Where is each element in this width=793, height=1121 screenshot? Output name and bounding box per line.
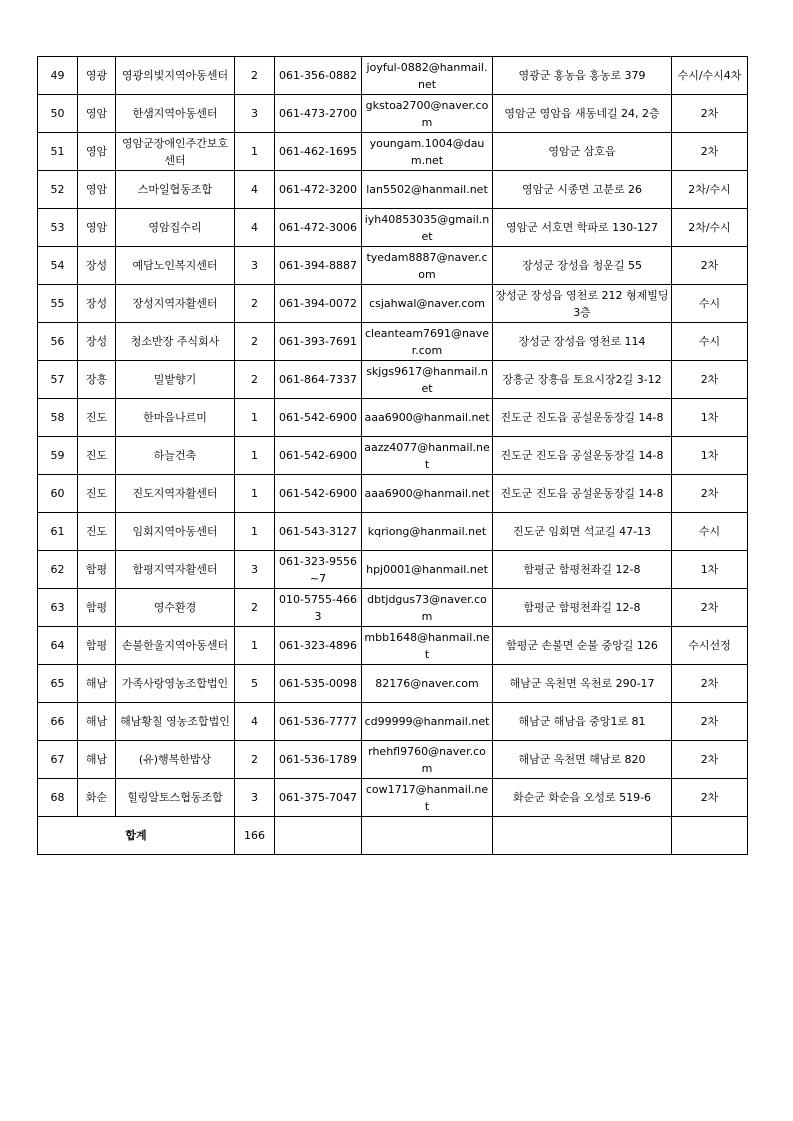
row-number: 63 [38, 589, 78, 627]
count-cell: 1 [235, 437, 275, 475]
region-cell: 장성 [78, 323, 116, 361]
region-cell: 영암 [78, 171, 116, 209]
total-row [38, 817, 748, 855]
count-cell: 4 [235, 209, 275, 247]
note-cell: 2차/수시 [672, 171, 748, 209]
phone-cell: 061-356-0882 [275, 57, 362, 95]
count-cell: 5 [235, 665, 275, 703]
row-number: 49 [38, 57, 78, 95]
phone-cell: 061-542-6900 [275, 437, 362, 475]
organization-name: 예담노인복지센터 [116, 247, 235, 285]
empty-cell [672, 817, 748, 855]
phone-cell: 061-864-7337 [275, 361, 362, 399]
address-cell: 영암군 시종면 고분로 26 [493, 171, 672, 209]
region-cell: 영암 [78, 133, 116, 171]
address-cell: 장성군 장성읍 영천로 114 [493, 323, 672, 361]
organization-name: 손불한울지역아동센터 [116, 627, 235, 665]
email-cell: youngam.1004@daum.net [362, 133, 493, 171]
email-cell: hpj0001@hanmail.net [362, 551, 493, 589]
organization-name: 하늘건축 [116, 437, 235, 475]
organization-name: (유)행복한밥상 [116, 741, 235, 779]
row-number: 56 [38, 323, 78, 361]
row-number: 50 [38, 95, 78, 133]
phone-cell: 061-462-1695 [275, 133, 362, 171]
phone-cell: 061-375-7047 [275, 779, 362, 817]
total-label: 합계 [38, 817, 235, 855]
table-row [38, 247, 748, 285]
region-cell: 장성 [78, 285, 116, 323]
address-cell: 화순군 화순읍 오성로 519-6 [493, 779, 672, 817]
row-number: 65 [38, 665, 78, 703]
region-cell: 영암 [78, 95, 116, 133]
row-number: 55 [38, 285, 78, 323]
count-cell: 4 [235, 171, 275, 209]
region-cell: 장흥 [78, 361, 116, 399]
table-row [38, 703, 748, 741]
address-cell: 함평군 손불면 순불 중앙길 126 [493, 627, 672, 665]
note-cell: 2차/수시 [672, 209, 748, 247]
address-cell: 영암군 삼호읍 [493, 133, 672, 171]
organization-name: 한마음나르미 [116, 399, 235, 437]
count-cell: 2 [235, 589, 275, 627]
email-cell: cleanteam7691@naver.com [362, 323, 493, 361]
note-cell: 2차 [672, 361, 748, 399]
count-cell: 1 [235, 399, 275, 437]
table-row [38, 361, 748, 399]
email-cell: iyh40853035@gmail.net [362, 209, 493, 247]
note-cell: 2차 [672, 779, 748, 817]
address-cell: 해남군 옥천면 옥천로 290-17 [493, 665, 672, 703]
count-cell: 3 [235, 779, 275, 817]
count-cell: 2 [235, 323, 275, 361]
email-cell: skjgs9617@hanmail.net [362, 361, 493, 399]
phone-cell: 061-542-6900 [275, 475, 362, 513]
address-cell: 영암군 영암읍 새동네길 24, 2층 [493, 95, 672, 133]
note-cell: 2차 [672, 665, 748, 703]
table-row [38, 285, 748, 323]
note-cell: 수시선정 [672, 627, 748, 665]
region-cell: 진도 [78, 513, 116, 551]
organization-name: 장성지역자활센터 [116, 285, 235, 323]
note-cell: 2차 [672, 703, 748, 741]
table-row [38, 171, 748, 209]
email-cell: cow1717@hanmail.net [362, 779, 493, 817]
phone-cell: 061-394-8887 [275, 247, 362, 285]
organization-name: 영암집수리 [116, 209, 235, 247]
note-cell: 수시 [672, 513, 748, 551]
table-row [38, 133, 748, 171]
count-cell: 4 [235, 703, 275, 741]
address-cell: 장성군 장성읍 청운길 55 [493, 247, 672, 285]
email-cell: mbb1648@hanmail.net [362, 627, 493, 665]
organization-name: 밀밭향기 [116, 361, 235, 399]
organization-name: 스마일협동조합 [116, 171, 235, 209]
phone-cell: 061-543-3127 [275, 513, 362, 551]
count-cell: 3 [235, 247, 275, 285]
note-cell: 2차 [672, 741, 748, 779]
address-cell: 장흥군 장흥읍 토요시장2길 3-12 [493, 361, 672, 399]
note-cell: 1차 [672, 437, 748, 475]
count-cell: 2 [235, 361, 275, 399]
table-row [38, 665, 748, 703]
row-number: 58 [38, 399, 78, 437]
phone-cell: 061-323-4896 [275, 627, 362, 665]
region-cell: 함평 [78, 551, 116, 589]
region-cell: 영광 [78, 57, 116, 95]
address-cell: 진도군 임회면 석교길 47-13 [493, 513, 672, 551]
organization-name: 진도지역자활센터 [116, 475, 235, 513]
table-row [38, 513, 748, 551]
region-cell: 영암 [78, 209, 116, 247]
row-number: 66 [38, 703, 78, 741]
row-number: 51 [38, 133, 78, 171]
table-row [38, 779, 748, 817]
address-cell: 진도군 진도읍 공설운동장길 14-8 [493, 399, 672, 437]
note-cell: 2차 [672, 589, 748, 627]
address-cell: 해남군 옥천면 해남로 820 [493, 741, 672, 779]
row-number: 68 [38, 779, 78, 817]
region-cell: 해남 [78, 703, 116, 741]
email-cell: joyful-0882@hanmail.net [362, 57, 493, 95]
table-row [38, 551, 748, 589]
row-number: 60 [38, 475, 78, 513]
organization-name: 힐링알토스협동조합 [116, 779, 235, 817]
email-cell: cd99999@hanmail.net [362, 703, 493, 741]
row-number: 52 [38, 171, 78, 209]
email-cell: aazz4077@hanmail.net [362, 437, 493, 475]
email-cell: csjahwal@naver.com [362, 285, 493, 323]
count-cell: 3 [235, 551, 275, 589]
region-cell: 진도 [78, 437, 116, 475]
total-count: 166 [235, 817, 275, 855]
phone-cell: 061-394-0072 [275, 285, 362, 323]
row-number: 67 [38, 741, 78, 779]
organization-name: 함평지역자활센터 [116, 551, 235, 589]
phone-cell: 061-542-6900 [275, 399, 362, 437]
organization-name: 영암군장애인주간보호센터 [116, 133, 235, 171]
organization-name: 한샘지역아동센터 [116, 95, 235, 133]
address-cell: 함평군 함평천좌길 12-8 [493, 589, 672, 627]
empty-cell [275, 817, 362, 855]
row-number: 53 [38, 209, 78, 247]
organization-name: 영수환경 [116, 589, 235, 627]
organization-name: 가족사랑영농조합법인 [116, 665, 235, 703]
phone-cell: 061-393-7691 [275, 323, 362, 361]
note-cell: 수시/수시4차 [672, 57, 748, 95]
table-row [38, 323, 748, 361]
email-cell: aaa6900@hanmail.net [362, 475, 493, 513]
region-cell: 함평 [78, 589, 116, 627]
table-row [38, 741, 748, 779]
region-cell: 해남 [78, 665, 116, 703]
count-cell: 1 [235, 475, 275, 513]
note-cell: 2차 [672, 247, 748, 285]
table-body [38, 57, 748, 817]
table-row [38, 475, 748, 513]
email-cell: aaa6900@hanmail.net [362, 399, 493, 437]
table-row [38, 437, 748, 475]
email-cell: kqriong@hanmail.net [362, 513, 493, 551]
table-row [38, 399, 748, 437]
region-cell: 해남 [78, 741, 116, 779]
row-number: 61 [38, 513, 78, 551]
organization-name: 청소반장 주식회사 [116, 323, 235, 361]
phone-cell: 061-472-3200 [275, 171, 362, 209]
address-cell: 장성군 장성읍 영천로 212 형제빌딩 3층 [493, 285, 672, 323]
region-cell: 함평 [78, 627, 116, 665]
region-cell: 진도 [78, 399, 116, 437]
phone-cell: 061-472-3006 [275, 209, 362, 247]
row-number: 54 [38, 247, 78, 285]
phone-cell: 010-5755-4663 [275, 589, 362, 627]
note-cell: 1차 [672, 399, 748, 437]
row-number: 57 [38, 361, 78, 399]
region-cell: 장성 [78, 247, 116, 285]
note-cell: 2차 [672, 133, 748, 171]
note-cell: 수시 [672, 323, 748, 361]
address-cell: 영광군 홍농읍 홍농로 379 [493, 57, 672, 95]
phone-cell: 061-323-9556~7 [275, 551, 362, 589]
address-cell: 영암군 서호면 학파로 130-127 [493, 209, 672, 247]
count-cell: 2 [235, 285, 275, 323]
organization-name: 영광의빛지역아동센터 [116, 57, 235, 95]
email-cell: gkstoa2700@naver.com [362, 95, 493, 133]
phone-cell: 061-535-0098 [275, 665, 362, 703]
phone-cell: 061-536-7777 [275, 703, 362, 741]
row-number: 62 [38, 551, 78, 589]
email-cell: tyedam8887@naver.com [362, 247, 493, 285]
count-cell: 2 [235, 741, 275, 779]
table-row [38, 209, 748, 247]
email-cell: dbtjdgus73@naver.com [362, 589, 493, 627]
table-row [38, 95, 748, 133]
email-cell: 82176@naver.com [362, 665, 493, 703]
region-cell: 화순 [78, 779, 116, 817]
count-cell: 3 [235, 95, 275, 133]
organization-name: 임회지역아동센터 [116, 513, 235, 551]
count-cell: 1 [235, 627, 275, 665]
empty-cell [493, 817, 672, 855]
count-cell: 2 [235, 57, 275, 95]
phone-cell: 061-473-2700 [275, 95, 362, 133]
email-cell: rhehfl9760@naver.com [362, 741, 493, 779]
table-row [38, 627, 748, 665]
note-cell: 2차 [672, 95, 748, 133]
count-cell: 1 [235, 133, 275, 171]
phone-cell: 061-536-1789 [275, 741, 362, 779]
count-cell: 1 [235, 513, 275, 551]
organization-table [37, 56, 748, 855]
address-cell: 함평군 함평천좌길 12-8 [493, 551, 672, 589]
address-cell: 진도군 진도읍 공설운동장길 14-8 [493, 437, 672, 475]
email-cell: lan5502@hanmail.net [362, 171, 493, 209]
row-number: 59 [38, 437, 78, 475]
region-cell: 진도 [78, 475, 116, 513]
table-row [38, 57, 748, 95]
note-cell: 2차 [672, 475, 748, 513]
row-number: 64 [38, 627, 78, 665]
organization-name: 해남황칠 영농조합법인 [116, 703, 235, 741]
address-cell: 진도군 진도읍 공설운동장길 14-8 [493, 475, 672, 513]
note-cell: 수시 [672, 285, 748, 323]
empty-cell [362, 817, 493, 855]
note-cell: 1차 [672, 551, 748, 589]
table-row [38, 589, 748, 627]
address-cell: 해남군 해남읍 중앙1로 81 [493, 703, 672, 741]
